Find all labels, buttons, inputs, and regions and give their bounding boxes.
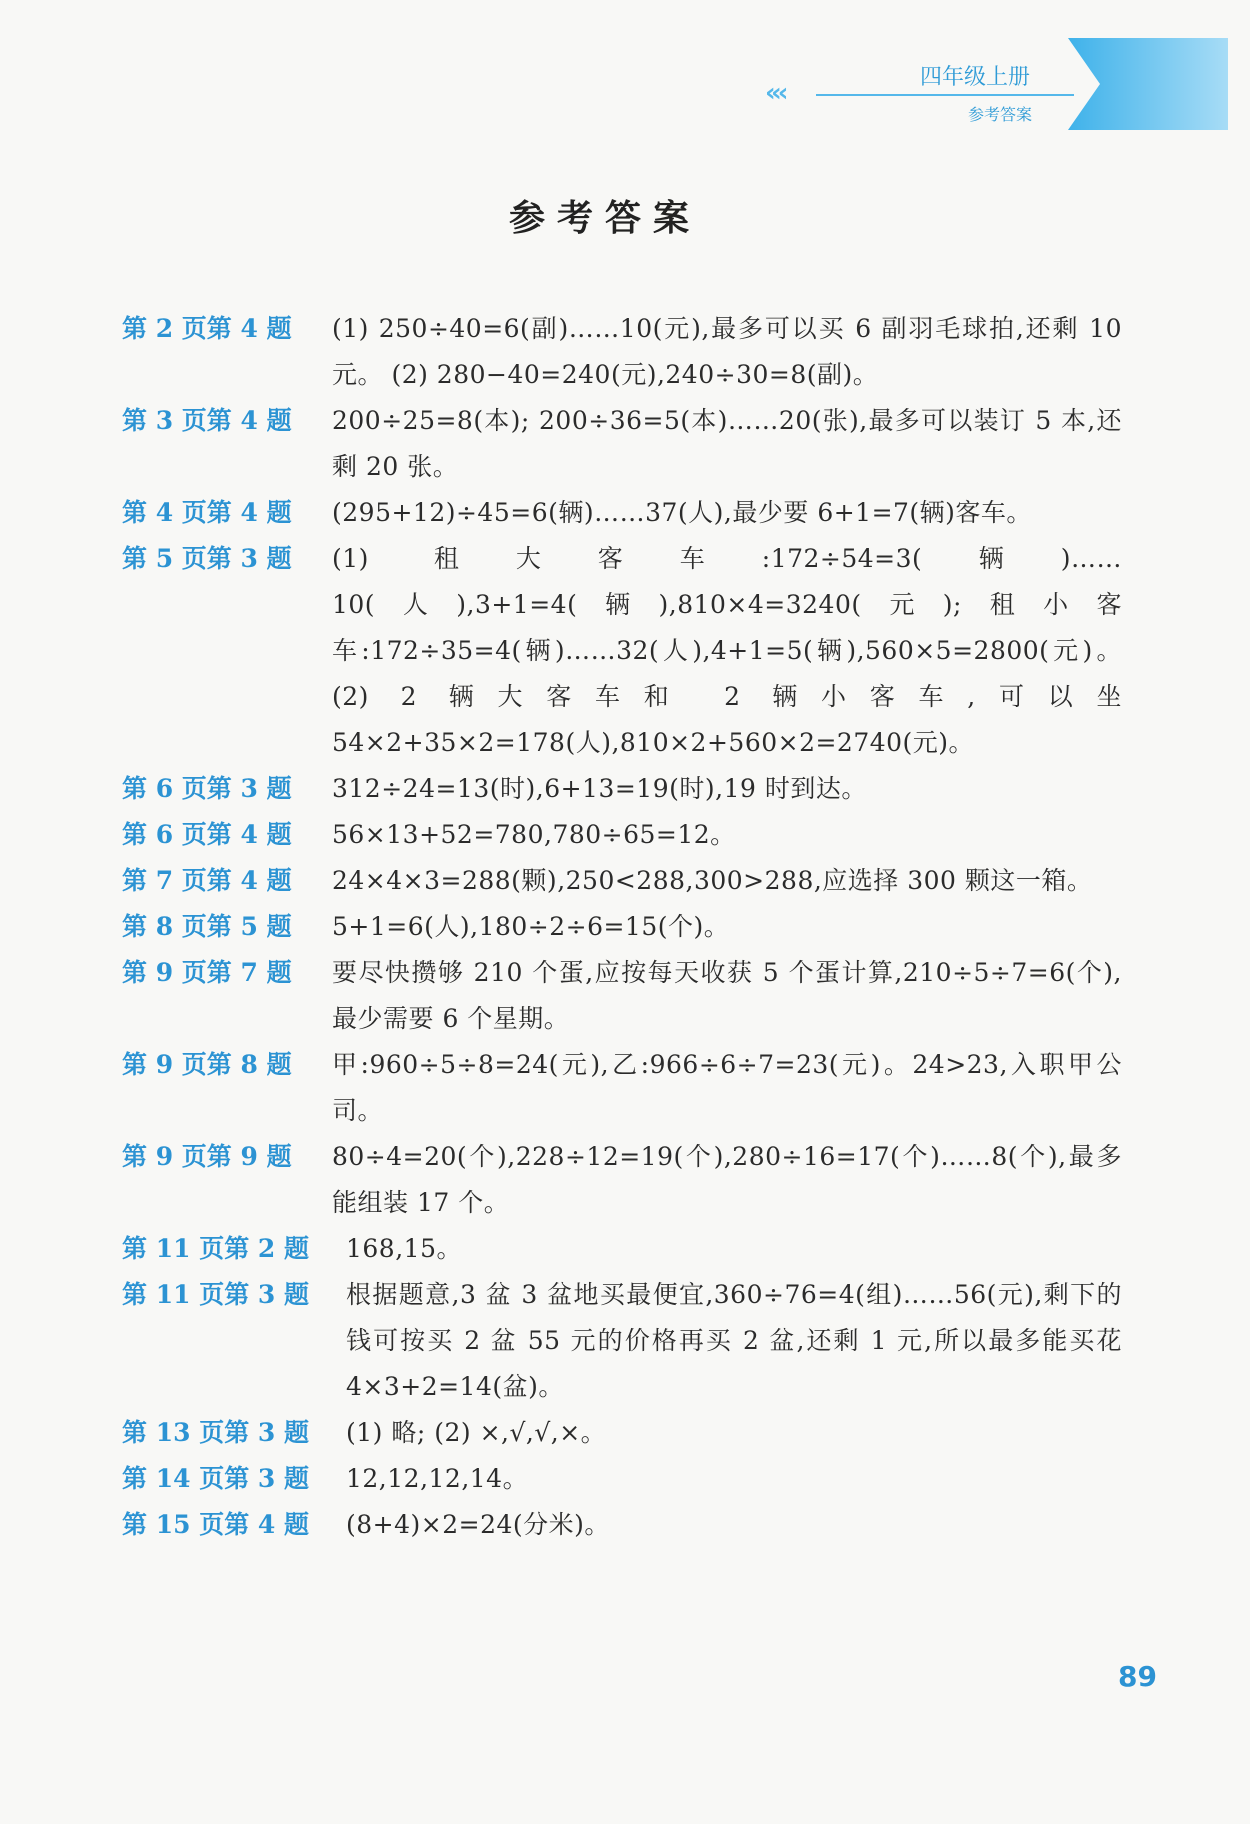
answer-item (122, 1456, 1122, 1502)
answer-text: 12,12,12,14。 (346, 1464, 529, 1493)
header-rule (816, 94, 1074, 96)
answer-label: 第 3 页第 4 题 (122, 406, 292, 435)
answer-text: (295+12)÷45=6(辆)……37(人),最少要 6+1=7(辆)客车。 (332, 498, 1032, 527)
page-number: 89 (1118, 1660, 1157, 1693)
answer-item (122, 536, 1122, 766)
header-banner (1068, 38, 1228, 130)
answer-label: 第 9 页第 7 题 (122, 958, 292, 987)
answer-item (122, 1042, 1122, 1134)
answer-text: 200÷25=8(本); 200÷36=5(本)……20(张),最多可以装订 5 本,还剩 20 张。 (332, 406, 1122, 481)
answer-label: 第 9 页第 8 题 (122, 1050, 292, 1079)
answer-text: 56×13+52=780,780÷65=12。 (332, 820, 736, 849)
answer-label: 第 4 页第 4 题 (122, 498, 292, 527)
answer-text: 5+1=6(人),180÷2÷6=15(个)。 (332, 912, 730, 941)
answer-item (122, 1226, 1122, 1272)
answer-label: 第 9 页第 9 题 (122, 1142, 292, 1171)
answer-label: 第 13 页第 3 题 (122, 1418, 309, 1447)
answer-text: 要尽快攒够 210 个蛋,应按每天收获 5 个蛋计算,210÷5÷7=6(个),最少需要 6 个星期。 (332, 958, 1122, 1033)
answer-item (122, 1502, 1122, 1548)
answer-text: 80÷4=20(个),228÷12=19(个),280÷16=17(个)……8(个),最多能组装 17 个。 (332, 1142, 1122, 1217)
answer-label: 第 6 页第 4 题 (122, 820, 292, 849)
answer-label: 第 7 页第 4 题 (122, 866, 292, 895)
answer-text: 312÷24=13(时),6+13=19(时),19 时到达。 (332, 774, 867, 803)
answer-text: (8+4)×2=24(分米)。 (346, 1510, 610, 1539)
answer-item (122, 904, 1122, 950)
answer-item (122, 812, 1122, 858)
section-label: 参考答案 (968, 105, 1033, 124)
answer-item (122, 398, 1122, 490)
answer-text: 甲:960÷5÷8=24(元),乙:966÷6÷7=23(元)。24>23,入职甲公司。 (332, 1050, 1122, 1125)
page-title: 参考答案 (508, 197, 701, 239)
answer-item (122, 1410, 1122, 1456)
answer-text: 168,15。 (346, 1234, 462, 1263)
answer-item (122, 490, 1122, 536)
answer-label: 第 5 页第 3 题 (122, 544, 292, 573)
answer-item (122, 950, 1122, 1042)
answer-text: 根据题意,3 盆 3 盆地买最便宜,360÷76=4(组)……56(元),剩下的钱可按买 2 盆 55 元的价格再买 2 盆,还剩 1 元,所以最多能买花 4×3+2=14(盆)。 (346, 1280, 1122, 1401)
answer-item (122, 858, 1122, 904)
answer-list (122, 306, 1122, 1548)
answer-text: 24×4×3=288(颗),250<288,300>288,应选择 300 颗这一箱。 (332, 866, 1093, 895)
answer-text: (1) 250÷40=6(副)……10(元),最多可以买 6 副羽毛球拍,还剩 10 元。 (2) 280−40=240(元),240÷30=8(副)。 (332, 314, 1122, 389)
answer-item (122, 1272, 1122, 1410)
answer-label: 第 8 页第 5 题 (122, 912, 292, 941)
answer-label: 第 6 页第 3 题 (122, 774, 292, 803)
answer-text: (1) 略; (2) ×,√,√,×。 (346, 1418, 607, 1447)
grade-label: 四年级上册 (920, 65, 1031, 90)
answer-item (122, 306, 1122, 398)
answer-label: 第 2 页第 4 题 (122, 314, 292, 343)
answer-label: 第 14 页第 3 题 (122, 1464, 309, 1493)
answer-label: 第 11 页第 3 题 (122, 1280, 309, 1309)
answer-label: 第 11 页第 2 题 (122, 1234, 309, 1263)
answer-text: (1) 租大客车:172÷54=3(辆)……10(人),3+1=4(辆),810×4=3240(元);租小客车:172÷35=4(辆)……32(人),4+1=5(辆),560×5=2800(元)。 (2) 2 辆大客车和 2 辆小客车,可以坐 54×2+35×2=178(人),810×2+560×2=2740(元)。 (332, 544, 1122, 757)
double-chevron-left-icon: «‹ (765, 78, 785, 108)
answer-item (122, 766, 1122, 812)
answer-label: 第 15 页第 4 题 (122, 1510, 309, 1539)
answer-item (122, 1134, 1122, 1226)
